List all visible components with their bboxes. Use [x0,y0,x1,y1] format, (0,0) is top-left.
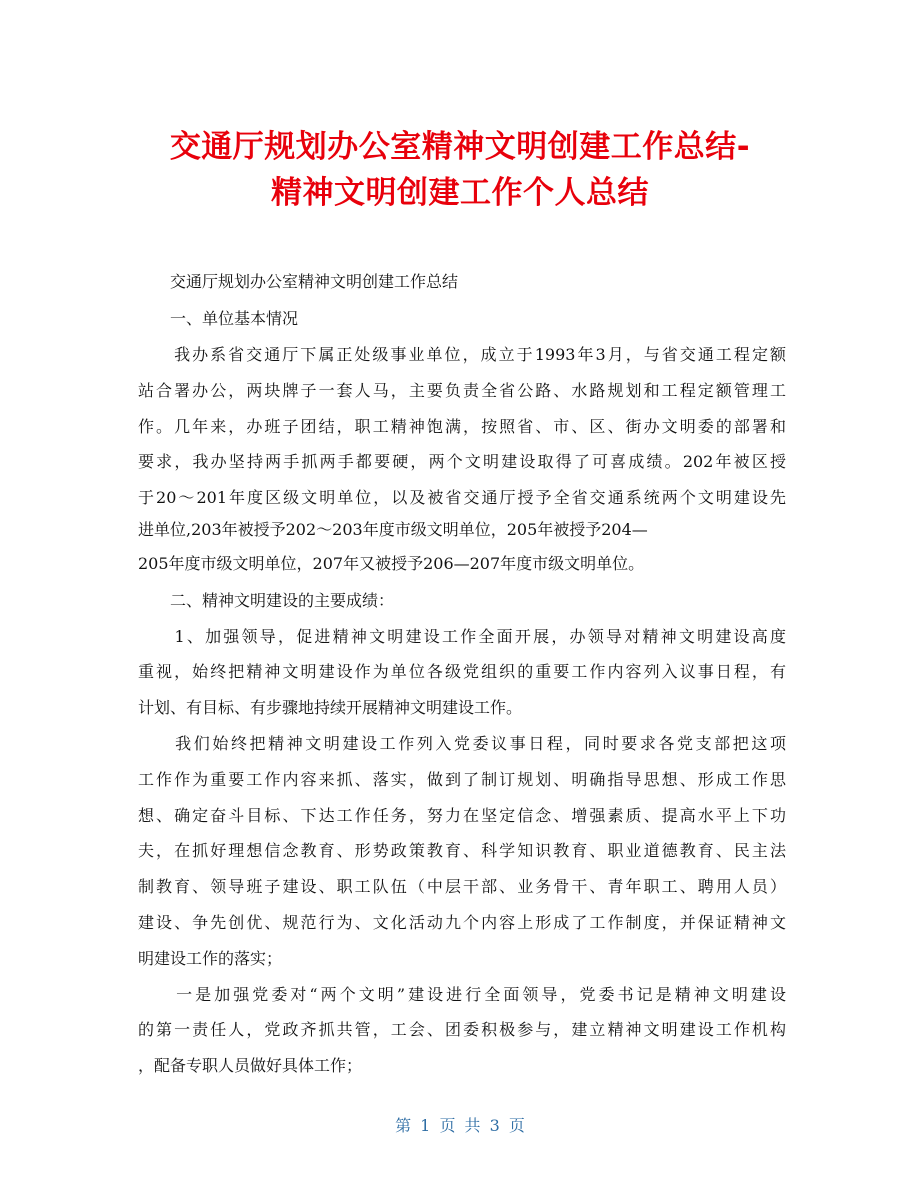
body-line: 进单位,203年被授予202～203年度市级文明单位，205年被授予204— [138,520,648,539]
body-line: 明建设工作的落实； [138,949,283,968]
body-line: 一是加强党委对“两个文明”建设进行全面领导，党委书记是精神文明建设 [138,985,786,1004]
body-line: 二、精神文明建设的主要成绩： [138,591,395,610]
body-line: 我们始终把精神文明建设工作列入党委议事日程，同时要求各党支部把这项 [138,734,786,753]
body-line: 站合署办公，两块牌子一套人马，主要负责全省公路、水路规划和工程定额管理工 [138,381,786,400]
body-line: 要求，我办坚持两手抓两手都要硬，两个文明建设取得了可喜成绩。202年被区授 [138,452,786,471]
body-line: 作。几年来，办班子团结，职工精神饱满，按照省、市、区、街办文明委的部署和 [138,417,786,436]
body-line: 205年度市级文明单位，207年又被授予206—207年度市级文明单位。 [138,554,645,573]
body-line: 一、单位基本情况 [138,309,299,328]
document-title-line-2: 精神文明创建工作个人总结 [271,175,649,211]
body-line: 建设、争先创优、规范行为、文化活动九个内容上形成了工作制度，并保证精神文 [138,913,786,932]
body-line: 计划、有目标、有步骤地持续开展精神文明建设工作。 [138,698,523,717]
body-line: 重视，始终把精神文明建设作为单位各级党组织的重要工作内容列入议事日程，有 [138,662,786,681]
body-line: 工作作为重要工作内容来抓、落实，做到了制订规划、明确指导思想、形成工作思 [138,770,786,789]
body-line: 的第一责任人，党政齐抓共管，工会、团委积极参与，建立精神文明建设工作机构 [138,1020,786,1039]
body-line: 1、加强领导，促进精神文明建设工作全面开展，办领导对精神文明建设高度 [138,627,786,646]
body-line: 于20～201年度区级文明单位，以及被省交通厅授予全省交通系统两个文明建设先 [138,488,786,507]
body-line: 夫，在抓好理想信念教育、形势政策教育、科学知识教育、职业道德教育、民主法 [138,841,786,860]
body-line: ，配备专职人员做好具体工作； [138,1056,363,1075]
page-number: 第 1 页 共 3 页 [395,1116,525,1135]
body-line: 想、确定奋斗目标、下达工作任务，努力在坚定信念、增强素质、提高水平上下功 [138,806,786,825]
body-line: 我办系省交通厅下属正处级事业单位，成立于1993年3月，与省交通工程定额 [138,345,786,364]
document-title-line-1: 交通厅规划办公室精神文明创建工作总结- [169,129,751,165]
body-line: 交通厅规划办公室精神文明创建工作总结 [138,272,459,291]
body-line: 制教育、领导班子建设、职工队伍（中层干部、业务骨干、青年职工、聘用人员） [138,877,786,896]
